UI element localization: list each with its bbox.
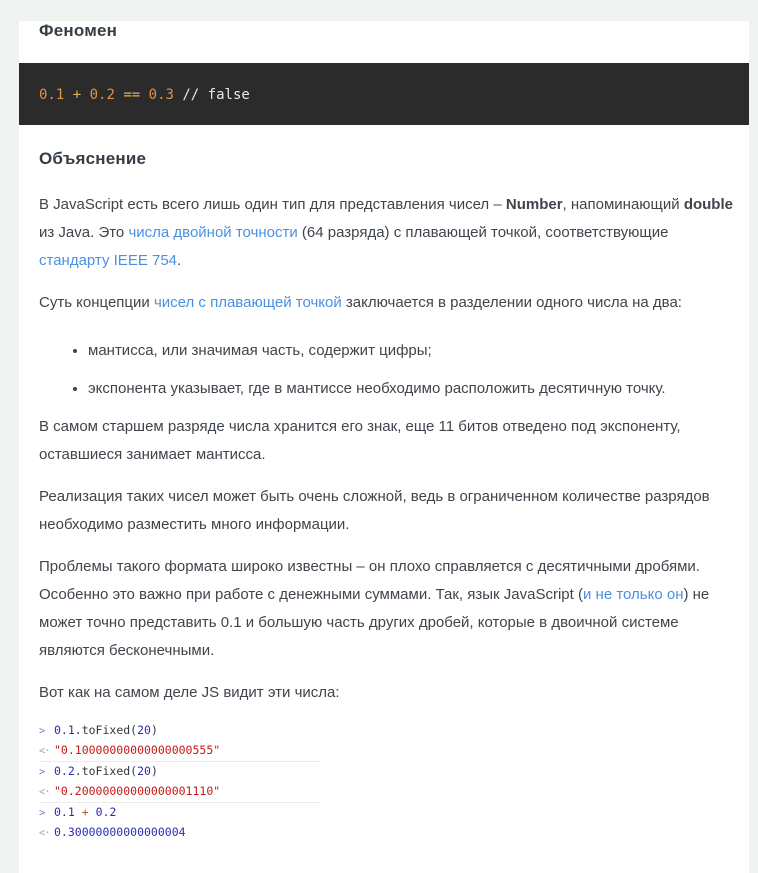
text-span: ) не может точно представить 0.1 и большую часть других дробей, которые в двоичной системе являются бесконечными. bbox=[39, 586, 710, 659]
console-code bbox=[54, 741, 220, 760]
code-token bbox=[89, 805, 96, 819]
console-result-icon: <· bbox=[39, 786, 50, 798]
console-group bbox=[39, 721, 320, 762]
console-code bbox=[54, 803, 116, 822]
paragraph bbox=[39, 413, 735, 469]
console-output-row bbox=[39, 741, 320, 761]
code-token: 20 bbox=[137, 764, 151, 778]
console-result-icon: <· bbox=[39, 827, 50, 839]
console-prompt-icon: > bbox=[39, 807, 45, 819]
list-item bbox=[88, 375, 735, 403]
console-prompt-icon: > bbox=[39, 725, 45, 737]
console-input-row bbox=[39, 762, 320, 782]
paragraph bbox=[39, 289, 735, 317]
code-token: "0.10000000000000000555" bbox=[54, 743, 221, 757]
code-token: + bbox=[81, 805, 89, 819]
text-span: Суть концепции bbox=[39, 294, 154, 311]
console-prompt-icon: > bbox=[39, 766, 45, 778]
console-group bbox=[39, 803, 320, 843]
text-span: экспонента указывает, где в мантиссе необходимо расположить десятичную точку. bbox=[88, 380, 666, 397]
console-result-icon: <· bbox=[39, 745, 50, 757]
text-span: , напоминающий bbox=[562, 196, 684, 213]
code-token bbox=[75, 805, 82, 819]
text-span: из Java. Это bbox=[39, 224, 129, 241]
list-item bbox=[88, 337, 735, 365]
text-span: Вот как на самом деле JS видит эти числа: bbox=[39, 684, 340, 701]
code-token: 0.2 bbox=[95, 805, 117, 819]
inline-link[interactable]: и не только он bbox=[582, 586, 684, 603]
code-token: + bbox=[72, 87, 82, 103]
text-span: В JavaScript есть всего лишь один тип для представления чисел – bbox=[39, 196, 506, 213]
bold-text: Number bbox=[505, 196, 563, 213]
console-output bbox=[39, 721, 320, 843]
inline-link[interactable]: чисел с плавающей точкой bbox=[153, 294, 342, 311]
code-line bbox=[39, 87, 250, 103]
text-span: Проблемы такого формата широко известны – он плохо справляется с десятичными дробями. Особенно это важно при работе с денежными суммами. Так, язык JavaScript ( bbox=[39, 558, 700, 603]
text-span: мантисса, или значимая часть, содержит цифры; bbox=[88, 342, 432, 359]
code-token: 0.1 bbox=[39, 87, 65, 103]
inline-link[interactable]: стандарту IEEE 754 bbox=[39, 252, 178, 269]
bold-text: double bbox=[683, 196, 733, 213]
text-span: (64 разряда) с плавающей точкой, соответствующие bbox=[297, 224, 669, 241]
text-span: В самом старшем разряде числа хранится его знак, еще 11 битов отведено под экспоненту, оставшиеся занимает мантисса. bbox=[39, 418, 681, 463]
paragraph bbox=[39, 483, 735, 539]
console-input-row bbox=[39, 721, 320, 741]
code-token: 0.2 bbox=[89, 87, 115, 103]
code-token: ) bbox=[150, 723, 158, 737]
code-token: 0.1 bbox=[54, 805, 75, 819]
code-token: ) bbox=[150, 764, 158, 778]
bullet-list bbox=[39, 337, 735, 403]
console-code bbox=[54, 762, 158, 781]
console-input-row bbox=[39, 803, 320, 823]
code-token bbox=[140, 87, 148, 103]
code-token: 0.2 bbox=[54, 764, 75, 778]
console-output-row bbox=[39, 782, 320, 802]
code-token: 0.30000000000000004 bbox=[54, 825, 186, 839]
text-span: заключается в разделении одного числа на два: bbox=[341, 294, 682, 311]
code-token: 0.3 bbox=[148, 87, 174, 103]
code-token: "0.20000000000000001110" bbox=[54, 784, 221, 798]
inline-link[interactable]: числа двойной точности bbox=[128, 224, 298, 241]
console-code bbox=[54, 823, 186, 842]
code-token: == bbox=[123, 87, 141, 103]
code-token: // false bbox=[182, 87, 250, 103]
code-token: 0.1 bbox=[54, 723, 75, 737]
section-heading: Объяснение bbox=[39, 149, 147, 168]
paragraph bbox=[39, 679, 735, 707]
text-span: Реализация таких чисел может быть очень сложной, ведь в ограниченном количестве разрядов необходимо разместить много информации. bbox=[39, 488, 710, 533]
content-card bbox=[19, 21, 749, 873]
article-body bbox=[39, 21, 735, 843]
code-block bbox=[19, 63, 749, 125]
code-token: 20 bbox=[137, 723, 151, 737]
code-token: .toFixed( bbox=[74, 723, 138, 737]
code-token: .toFixed( bbox=[74, 764, 138, 778]
section-heading: Феномен bbox=[39, 21, 118, 40]
code-token bbox=[64, 87, 72, 103]
console-code bbox=[54, 782, 220, 801]
paragraph bbox=[39, 191, 735, 275]
code-token bbox=[81, 87, 89, 103]
console-code bbox=[54, 721, 158, 740]
console-group bbox=[39, 762, 320, 803]
console-output-row bbox=[39, 823, 320, 843]
text-span: . bbox=[177, 252, 182, 269]
paragraph bbox=[39, 553, 735, 665]
